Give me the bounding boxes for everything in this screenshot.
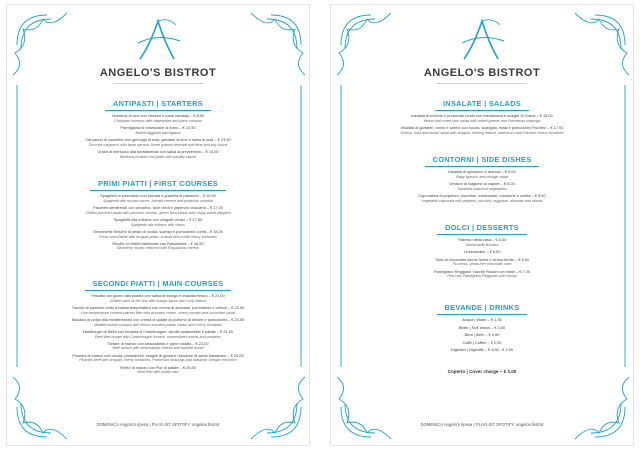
item-en: Beetroot-crusted cod gratin with parsley sauce xyxy=(120,154,196,159)
item-en: Beef fillet with potato flan xyxy=(137,370,179,375)
item-en: Spaghetti alla chitarra with clams xyxy=(131,222,185,227)
item-it: Filetto di manzo con Fior di patate – € 26,00 xyxy=(120,364,196,370)
item-it: Picanha di manzo con rucola, pomodorini, scaglie di grana e riduzione di aceto balsamico – € 23,50 xyxy=(72,352,244,358)
item-en: Red cow Parmigiano Reggiano with honey xyxy=(447,274,517,279)
section-main-courses xyxy=(7,273,309,375)
section-starters xyxy=(7,93,309,159)
section-title: CONTORNI | SIDE DISHES xyxy=(425,154,540,167)
menu-item xyxy=(7,150,309,159)
item-it: Caffè | Coffee – € 2,00 xyxy=(462,339,502,345)
menu-item xyxy=(331,114,633,123)
menu-page-right xyxy=(330,4,634,446)
item-it: Gratin di merluzzo alla barbabietola con salsa al prezzemolo – € 14,50 xyxy=(97,148,219,154)
section-title: BEVANDE | DRINKS xyxy=(437,302,528,315)
item-en: Baby spinach and orange salad xyxy=(456,174,508,179)
footer-note: DOMENICA Angelo's ripesa | PLAYLIST SPOTIFY: angelos bistrot xyxy=(96,422,220,427)
item-it: Insalata di spinacino e arancia – € 6,50 xyxy=(448,169,516,174)
divider xyxy=(113,83,203,84)
menu-item xyxy=(331,318,633,323)
item-it: Parmigiana di melanzane al forno – € 10,50 xyxy=(120,124,196,130)
section-drinks xyxy=(331,297,633,353)
angelo-monogram-icon xyxy=(128,15,188,63)
menu-item xyxy=(7,218,309,227)
item-it: Acqua | Water – € 1,50 xyxy=(462,317,502,322)
angelo-monogram-icon xyxy=(452,15,512,63)
item-it: Tiramisù della casa – € 6,50 xyxy=(457,237,507,242)
section-first-courses xyxy=(7,173,309,251)
menu-item xyxy=(331,170,633,179)
item-en: Baked eggplant parmigiana xyxy=(135,130,181,135)
item-it: Hummus di ceci con verdure e pane carasau – € 8,50 xyxy=(111,113,205,118)
item-it: Pescato del giorno alla piastra con salsa al mango e insalata fresca – € 21,00 xyxy=(91,293,225,298)
item-it: Spaghetti al pomodoro con burrata e granella di pistacchi – € 16,50 xyxy=(100,193,216,198)
item-en: Spaghetti with tomato sauce, burrata cheese and pistachio crumble xyxy=(103,198,213,203)
item-en: Beef tartare with stracciatella cheese and toasted bread xyxy=(112,346,204,351)
menu-item xyxy=(7,366,309,375)
item-en: Mediterranean octopus with lemon-scented potato cream and cherry tomatoes xyxy=(94,322,222,327)
menu-item xyxy=(331,341,633,346)
menu-item xyxy=(7,194,309,203)
item-en: Picanha beef with arugula, cherry tomatoes, Parmesan shavings and balsamic vinegar reduction xyxy=(79,358,237,363)
menu-item xyxy=(331,258,633,267)
section-title: INSALATE | SALADS xyxy=(435,98,529,111)
item-it: Hamburger di filetto con fonduta di Castelmagno, cipolle caramellate e patate – € 21,00 xyxy=(82,328,234,334)
cover-charge: Coperto | Cover charge – € 2,00 xyxy=(447,369,517,374)
menu-item xyxy=(331,333,633,338)
item-it: Parmigiano Reggiano Vacche Rosse con miele – € 7,00 xyxy=(433,268,531,274)
menu-item xyxy=(331,182,633,191)
item-en: Blueberry risotto creamed with Raspadura cheese xyxy=(117,246,199,251)
section-salads xyxy=(331,93,633,135)
item-it: Spaghetti alla chitarra con vongole veraci – € 17,50 xyxy=(113,216,203,222)
item-en: Shrimp, tuna and surimi salad with arugula, iceberg lettuce, sweetcorn and Pachino cherry tomatoes xyxy=(400,130,564,135)
item-en: Flourless, yeast-free chocolate cake xyxy=(452,262,512,267)
menu-item xyxy=(7,354,309,363)
footer-note: DOMENICA Angelo's ripesa | PLAYLIST SPOTIFY: angelos bistrot xyxy=(420,422,544,427)
item-it: Risotto ai mirtilli mantecato con Raspadura – € 16,50 xyxy=(112,240,204,246)
section-title: ANTIPASTI | STARTERS xyxy=(105,98,211,111)
item-en: Steamed seasonal vegetables xyxy=(457,186,507,191)
item-en: Homemade tiramisu xyxy=(465,242,499,247)
menu-item xyxy=(7,138,309,147)
item-en: Chilled paccheri pasta with pecorino cheese, green fava beans and crispy sweet peppers xyxy=(85,210,231,215)
item-en: Vegetable caponata with peppers, zucchini, eggplant, almonds and raisins xyxy=(421,198,543,203)
item-it: Insalata di melone e prosciutto crudo con mesticanza e scaglie di Grana – € 15,00 xyxy=(411,113,553,118)
item-en: Melon and cured ham salad with mixed greens and Parmesan shavings xyxy=(423,118,541,123)
restaurant-name: ANGELO'S BISTROT xyxy=(99,67,217,79)
menu-item xyxy=(331,238,633,247)
item-it: Paccheri semifreddi con pecorino, fave verdi e peperoni croccanti – € 17,00 xyxy=(93,204,223,210)
item-en: Grilled catch of the day with mango sauce and curly lettuce xyxy=(109,298,207,303)
menu-item xyxy=(7,242,309,251)
item-it: Birra | Beer – € 4,50 xyxy=(464,332,500,338)
menu-item xyxy=(331,194,633,203)
menu-item xyxy=(7,206,309,215)
item-it: Torta al cioccolato senza farina e senza lievito – € 6,50 xyxy=(434,256,530,262)
item-en: Fresh orecchiette with arugula pesto, scampi and confit cherry tomatoes xyxy=(99,234,217,239)
item-it: Tartare di manzo con stracciatella e pane tostato – € 23,00 xyxy=(107,340,209,346)
item-it: Digestivi | Digestifs – € 3,50 - € 4,50 xyxy=(450,347,514,353)
menu-item xyxy=(7,342,309,351)
menu-item xyxy=(7,126,309,135)
menu-item xyxy=(331,270,633,279)
section-desserts xyxy=(331,217,633,279)
section-title: SECONDI PIATTI | MAIN COURSES xyxy=(85,278,232,291)
section-side-dishes xyxy=(331,149,633,203)
item-en: Chickpea hummus with vegetables and pane carasau xyxy=(114,118,202,123)
item-en: Zucchini carpaccio with bean sprouts, limed prawns dressed with lime and soy sauce xyxy=(88,142,228,147)
menu-item xyxy=(7,330,309,339)
item-it: Insalata di gamberi, tonno e sorrini con rucola, scalogno, mais e pomodorini Pachino – € 17,00 xyxy=(400,124,564,130)
menu-item xyxy=(7,306,309,315)
item-it: Orecchiette fresche al pesto di rucola, scampi e pomodorini confit – € 18,00 xyxy=(93,228,223,234)
item-en: Low-temperature cooked salmon fillet with avocado cream, cherry tomato and cucumber salad xyxy=(81,310,235,315)
item-en: Beef fillet burger with Castelmagno fondue, caramelized onions and potatoes xyxy=(95,334,221,339)
menu-item xyxy=(331,348,633,353)
menu-item xyxy=(7,318,309,327)
item-it: Bibite | Soft drinks – € 3,50 xyxy=(458,324,506,330)
restaurant-name: ANGELO'S BISTROT xyxy=(423,67,541,79)
item-it: Carpaccio di zucchine con germogli di soia, gamberi al lime e salsa di soia – € 13,50 xyxy=(85,136,231,142)
divider xyxy=(437,83,527,84)
menu-item xyxy=(331,250,633,255)
menu-item xyxy=(7,114,309,123)
item-it: Trancio di salmone cotto a bassa temperatura con crema di avocado, pomodorini e cetrioli – € 22,00 xyxy=(71,304,245,310)
menu-item xyxy=(7,294,309,303)
menu-item xyxy=(331,126,633,135)
item-it: Cheesecake – € 6,50 xyxy=(463,248,501,254)
item-it: Verdure di stagione al vapore – € 8,00 xyxy=(449,180,515,186)
item-it: Caponatina di peperoni, zucchine, melanzane, mandorle e uvetta – € 8,50 xyxy=(418,192,546,198)
item-it: Mosaico di polpo alla mediterranea con crema di patate al profumo di limone e pomodorini – € 23,50 xyxy=(71,316,245,322)
menu-page-left xyxy=(6,4,310,446)
section-title: PRIMI PIATTI | FIRST COURSES xyxy=(90,178,226,191)
menu-item xyxy=(331,326,633,331)
section-title: DOLCI | DESSERTS xyxy=(437,222,527,235)
menu-item xyxy=(7,230,309,239)
